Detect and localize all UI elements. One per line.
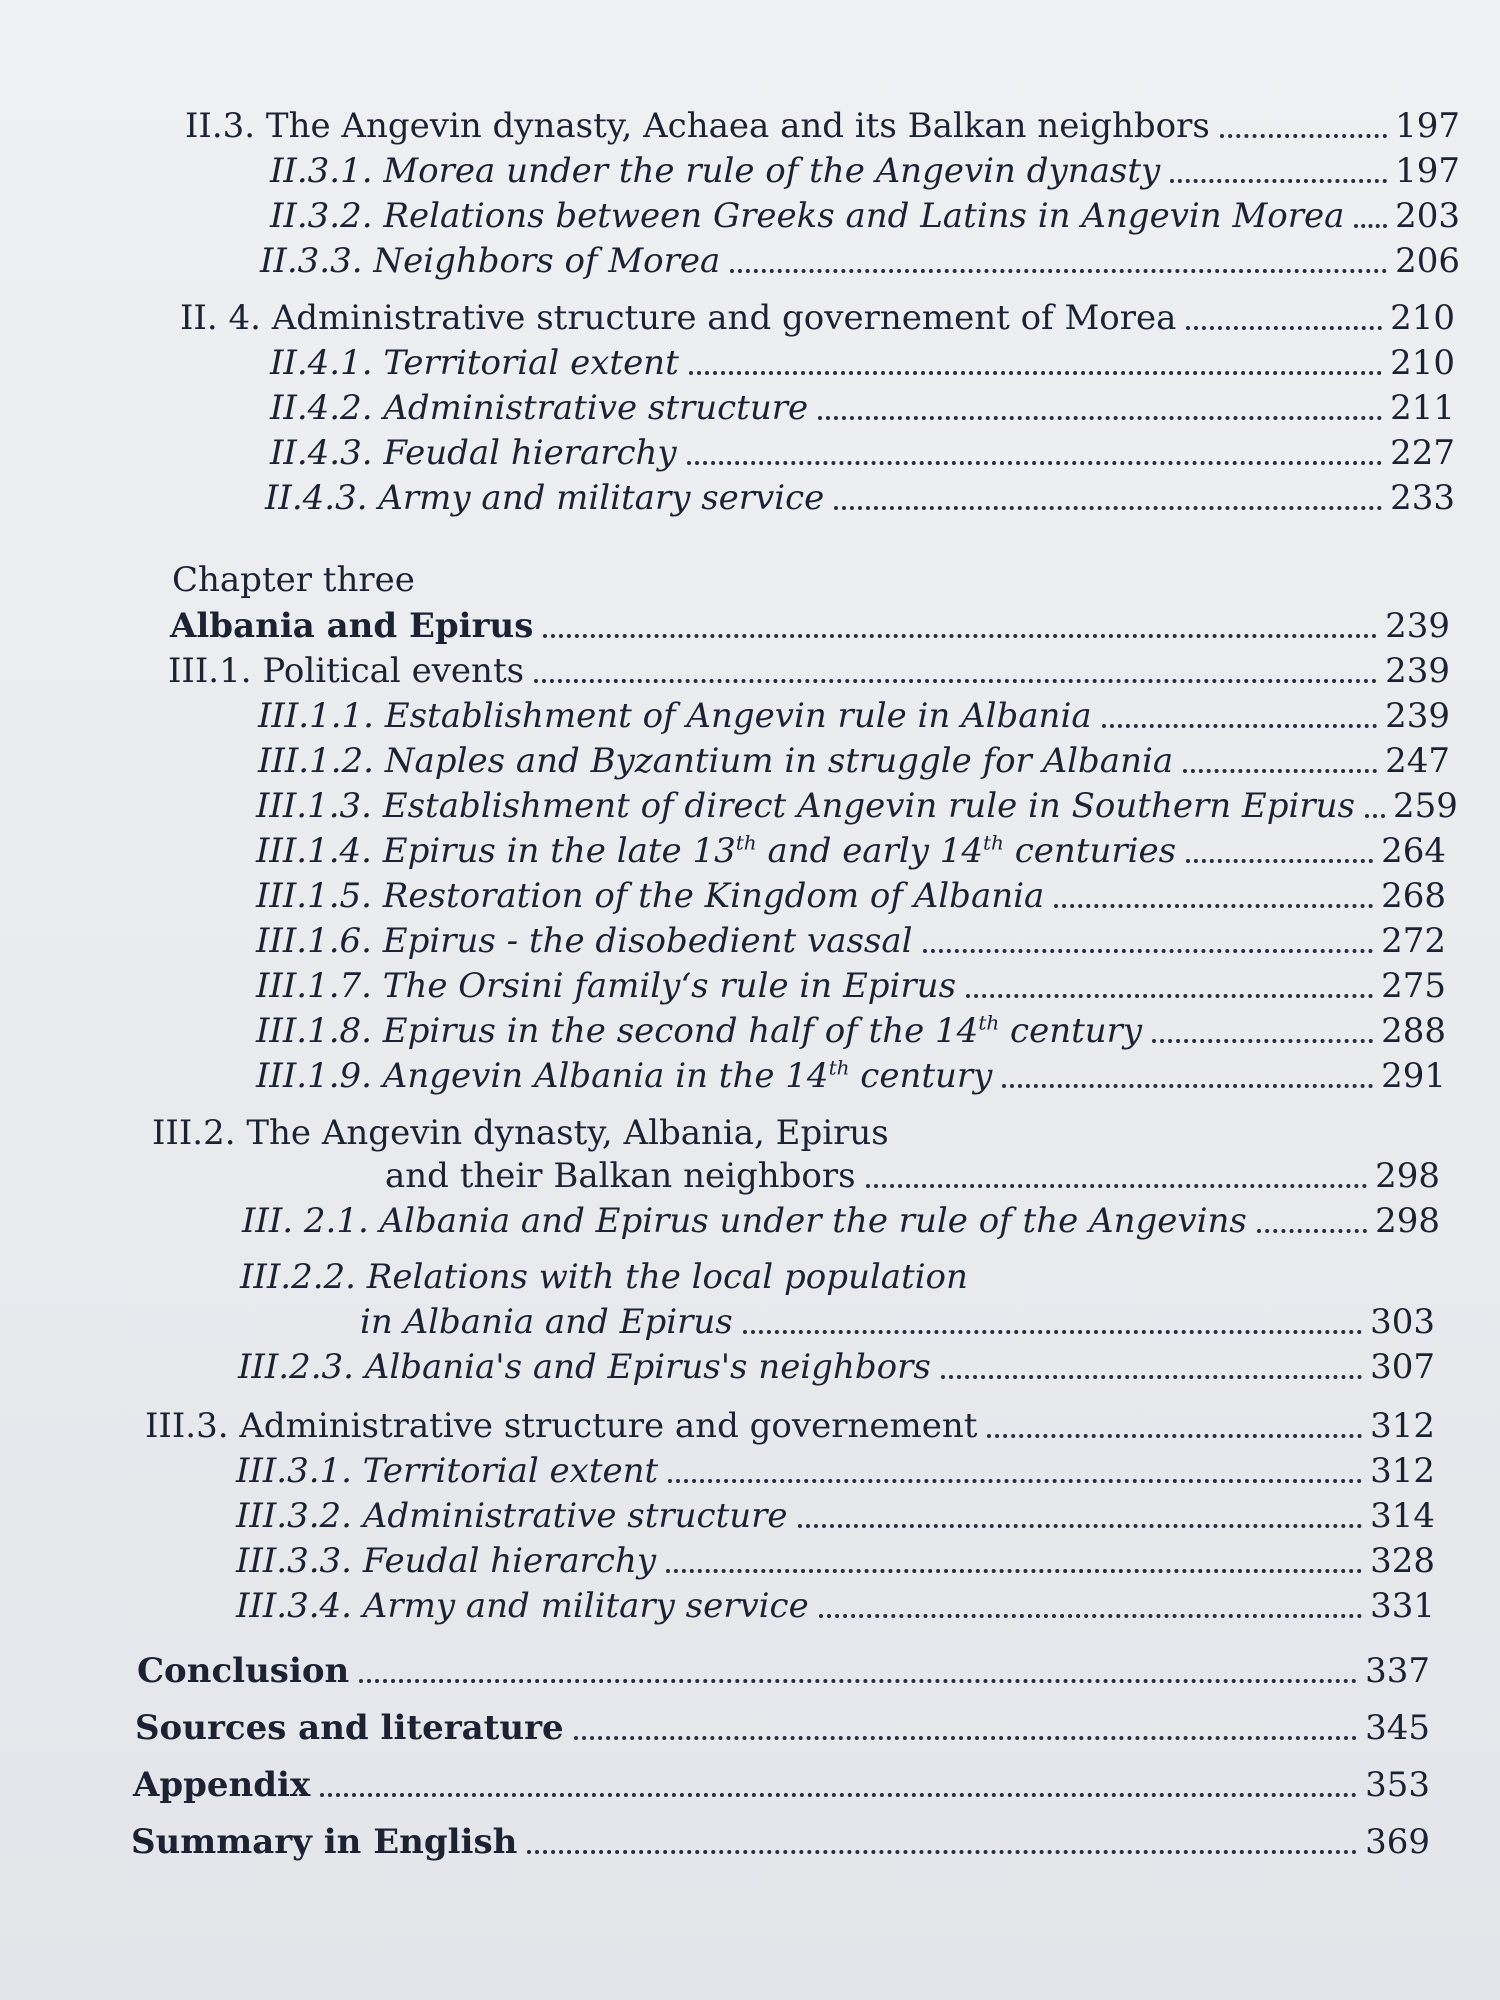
toc-entry	[270, 145, 1460, 191]
toc-leader-dots	[743, 1330, 1362, 1334]
toc-entry-label: II.4.3. Army and military service	[265, 478, 825, 518]
toc-leader-dots	[666, 1569, 1362, 1573]
toc-leader-dots	[1186, 859, 1373, 863]
toc-leader-dots	[574, 1736, 1357, 1740]
toc-entry-page: 239	[1385, 696, 1450, 736]
toc-leader-dots	[689, 371, 1382, 375]
toc-entry	[137, 1645, 1430, 1691]
toc-leader-dots	[359, 1679, 1357, 1683]
toc-entry	[236, 1445, 1435, 1491]
toc-entry-label: III.3.3. Feudal hierarchy	[236, 1541, 657, 1581]
toc-leader-dots	[1170, 179, 1387, 183]
toc-entry	[256, 915, 1446, 961]
toc-entry-label: III.1.2. Naples and Byzantium in struggle for Albania	[258, 741, 1174, 781]
toc-entry	[135, 1702, 1430, 1748]
toc-leader-dots	[1186, 326, 1382, 330]
toc-entry-page: 272	[1381, 921, 1446, 961]
toc-entry	[238, 1341, 1435, 1387]
toc-entry	[133, 1759, 1430, 1805]
toc-leader-dots	[1354, 224, 1387, 228]
toc-entry	[168, 645, 1450, 691]
toc-entry	[236, 1535, 1435, 1581]
toc-entry	[385, 1150, 1440, 1196]
toc-entry-label: III.1.3. Establishment of direct Angevin rule in Southern Epirus	[256, 786, 1355, 826]
toc-entry	[236, 1580, 1435, 1626]
toc-entry	[131, 1816, 1430, 1862]
toc-leader-dots	[966, 994, 1373, 998]
toc-entry	[256, 780, 1458, 826]
toc-entry	[185, 100, 1460, 146]
toc-leader-dots	[1152, 1039, 1373, 1043]
toc-leader-dots	[941, 1375, 1362, 1379]
toc-entry	[270, 382, 1455, 428]
toc-entry-page: 345	[1365, 1708, 1430, 1748]
toc-leader-dots	[1102, 724, 1377, 728]
toc-entry-page: 275	[1381, 966, 1446, 1006]
toc-entry-page: 353	[1365, 1765, 1430, 1805]
toc-entry	[258, 690, 1450, 736]
toc-entry-label: Summary in English	[131, 1822, 518, 1862]
toc-entry	[145, 1400, 1435, 1446]
toc-leader-dots	[1002, 1084, 1373, 1088]
toc-entry-label: III.1.8. Epirus in the second half of the 14th century	[256, 1010, 1143, 1051]
toc-entry-label: II.4.1. Territorial extent	[270, 343, 679, 383]
toc-leader-dots	[1054, 904, 1373, 908]
toc-entry-page: 312	[1370, 1451, 1435, 1491]
toc-entry-label: in Albania and Epirus	[360, 1302, 733, 1342]
toc-entry-label: III.1.5. Restoration of the Kingdom of Albania	[256, 876, 1045, 916]
toc-entry-label: and their Balkan neighbors	[385, 1156, 856, 1196]
toc-entry	[256, 960, 1446, 1006]
toc-entry	[170, 600, 1450, 646]
toc-entry-label: III.1.9. Angevin Albania in the 14th century	[256, 1055, 993, 1096]
toc-entry-label: III.3.2. Administrative structure	[236, 1496, 788, 1536]
toc-entry	[260, 235, 1460, 281]
toc-leader-dots	[866, 1184, 1368, 1188]
toc-entry-page: 288	[1381, 1011, 1446, 1051]
toc-leader-dots	[687, 461, 1382, 465]
toc-entry-label: Sources and literature	[135, 1708, 564, 1748]
toc-leader-dots	[1257, 1229, 1367, 1233]
toc-entry-label: II.3.3. Neighbors of Morea	[260, 241, 721, 281]
toc-leader-dots	[668, 1479, 1362, 1483]
toc-entry-label: II.3.2. Relations between Greeks and Latins in Angevin Morea	[270, 196, 1345, 236]
toc-leader-dots	[987, 1434, 1362, 1438]
toc-leader-dots	[923, 949, 1374, 953]
toc-entry-page: 197	[1395, 106, 1460, 146]
toc-entry-label: Albania and Epirus	[170, 606, 534, 646]
toc-entry-page: 239	[1385, 606, 1450, 646]
chapter-three-label: Chapter three	[172, 560, 415, 600]
toc-entry-page: 268	[1381, 876, 1446, 916]
toc-entry-label: Conclusion	[137, 1651, 350, 1691]
toc-leader-dots	[1365, 814, 1385, 818]
toc-entry-page: 227	[1390, 433, 1455, 473]
toc-entry-page: 369	[1365, 1822, 1430, 1862]
toc-entry	[242, 1195, 1440, 1241]
toc-entry-label: II.4.2. Administrative structure	[270, 388, 809, 428]
toc-entry-label: Appendix	[133, 1765, 311, 1805]
toc-entry	[256, 870, 1446, 916]
toc-entry-label: III.1. Political events	[168, 651, 525, 691]
toc-leader-dots	[320, 1793, 1357, 1797]
toc-entry	[270, 190, 1460, 236]
toc-entry-label: III.1.7. The Orsini family‘s rule in Epirus	[256, 966, 957, 1006]
toc-leader-dots	[819, 1614, 1362, 1618]
toc-entry	[258, 735, 1450, 781]
section-iii22-heading: III.2.2. Relations with the local population	[240, 1257, 968, 1297]
toc-entry-page: 206	[1395, 241, 1460, 281]
toc-entry-label: III.2.3. Albania's and Epirus's neighbors	[238, 1347, 931, 1387]
toc-leader-dots	[543, 634, 1377, 638]
toc-entry-page: 314	[1370, 1496, 1435, 1536]
toc-leader-dots	[534, 679, 1377, 683]
toc-entry-label: III.1.6. Epirus - the disobedient vassal	[256, 921, 913, 961]
toc-entry-page: 211	[1390, 388, 1455, 428]
toc-entry-page: 303	[1370, 1302, 1435, 1342]
toc-entry-label: III.1.4. Epirus in the late 13th and early 14th centuries	[256, 830, 1177, 871]
toc-entry-label: II.3.1. Morea under the rule of the Angevin dynasty	[270, 151, 1161, 191]
toc-entry-page: 264	[1381, 831, 1446, 871]
toc-entry	[270, 337, 1455, 383]
toc-entry-label: II.4.3. Feudal hierarchy	[270, 433, 677, 473]
toc-leader-dots	[818, 416, 1382, 420]
toc-entry-page: 210	[1390, 343, 1455, 383]
section-iii2-heading: III.2. The Angevin dynasty, Albania, Epirus	[152, 1113, 889, 1153]
toc-leader-dots	[730, 269, 1387, 273]
toc-entry-page: 298	[1375, 1201, 1440, 1241]
toc-entry-page: 312	[1370, 1406, 1435, 1446]
toc-entry-page: 291	[1381, 1056, 1446, 1096]
toc-entry-page: 307	[1370, 1347, 1435, 1387]
toc-entry	[256, 1050, 1446, 1096]
toc-entry-page: 331	[1370, 1586, 1435, 1626]
toc-leader-dots	[1183, 769, 1377, 773]
toc-entry-label: III. 2.1. Albania and Epirus under the rule of the Angevins	[242, 1201, 1247, 1241]
toc-entry	[180, 292, 1455, 338]
toc-entry-label: III.3.4. Army and military service	[236, 1586, 809, 1626]
toc-entry-page: 259	[1392, 786, 1458, 826]
toc-entry-page: 337	[1365, 1651, 1430, 1691]
toc-entry	[360, 1296, 1435, 1342]
toc-entry-page: 239	[1385, 651, 1450, 691]
toc-entry-page: 247	[1385, 741, 1450, 781]
toc-entry-page: 210	[1390, 298, 1455, 338]
toc-entry-page: 328	[1370, 1541, 1435, 1581]
toc-entry	[265, 472, 1455, 518]
toc-entry-label: II. 4. Administrative structure and governement of Morea	[180, 298, 1177, 338]
toc-entry-page: 298	[1375, 1156, 1440, 1196]
toc-entry-page: 233	[1390, 478, 1455, 518]
toc-entry	[256, 825, 1446, 871]
toc-leader-dots	[798, 1524, 1363, 1528]
toc-entry	[270, 427, 1455, 473]
toc-entry-page: 197	[1395, 151, 1460, 191]
toc-entry	[256, 1005, 1446, 1051]
toc-entry-label: III.3. Administrative structure and governement	[145, 1406, 978, 1446]
toc-leader-dots	[834, 506, 1382, 510]
toc-entry-label: II.3. The Angevin dynasty, Achaea and its Balkan neighbors	[185, 106, 1210, 146]
toc-entry-page: 203	[1395, 196, 1460, 236]
toc-entry	[236, 1490, 1435, 1536]
toc-entry-label: III.1.1. Establishment of Angevin rule in Albania	[258, 696, 1092, 736]
toc-leader-dots	[1220, 134, 1387, 138]
toc-entry-label: III.3.1. Territorial extent	[236, 1451, 659, 1491]
toc-leader-dots	[527, 1850, 1357, 1854]
